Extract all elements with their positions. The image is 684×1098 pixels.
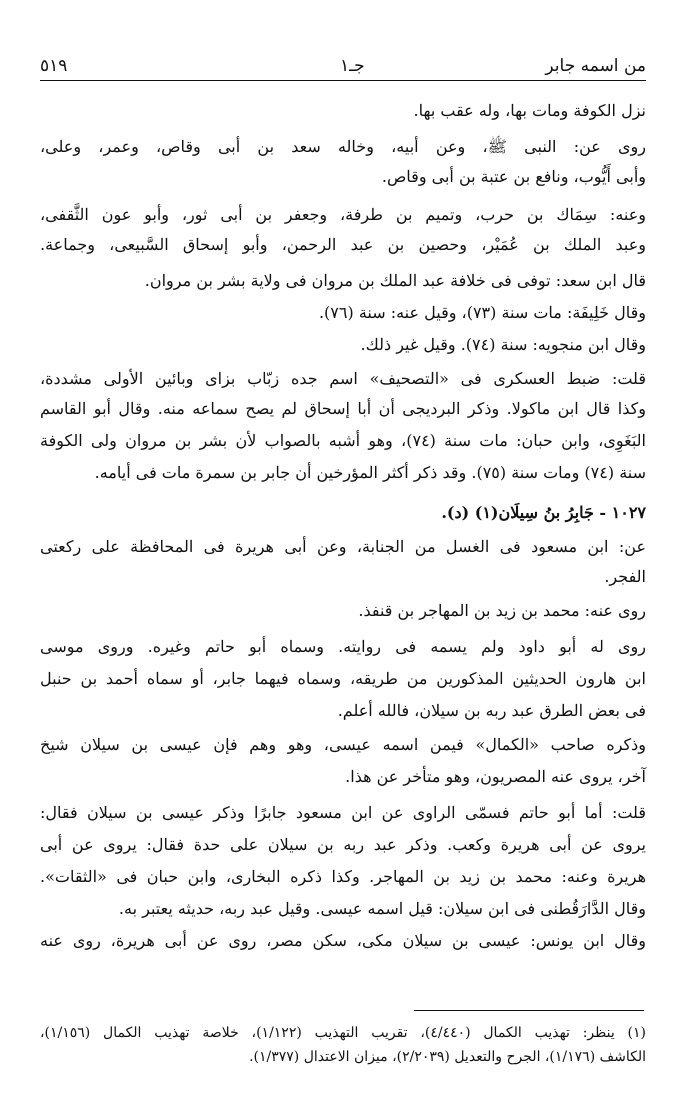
text-line: وكذا قال ابن ماكولا. وذكر البرديجى أن أبا إسحاق لم يصح سماعه منه. وقال أبو القاسم [40,399,646,418]
text-line: وقال ابن يونس: عيسى بن سيلان مكى، سكن مصر، روى عن أبى هريرة، روى عنه [40,931,646,950]
text-line: قلت: أما أبو حاتم فسمّى الراوى عن ابن مسعود جابرًا وذكر عيسى بن سيلان فقال: [40,803,646,822]
footnote-line: (١) ينظر: تهذيب الكمال (٤/٤٤٠)، تقريب التهذيب (١/١٢٢)، خلاصة تهذيب الكمال (١/١٥٦)، [40,1025,647,1041]
text-line: روى عنه: محمد بن زيد بن المهاجر بن قنفذ. [358,601,646,620]
text-line: نزل الكوفة ومات بها، وله عقب بها. [413,101,646,120]
text-line: وقال الدَّارَقُطنى فى ابن سيلان: قيل اسمه عيسى. وقيل عبد ربه، حديثه يعتبر به. [118,899,646,918]
text-line: فى بعض الطرق عبد ربه بن سيلان، فالله أعلم. [337,701,646,720]
text-line: وعنه: سِمَاك بن حرب، وتميم بن طرفة، وجعفر بن أبى ثور، وأبو عون الثَّقفى، [40,205,646,224]
text-line: هريرة وعنه: محمد بن زيد بن المهاجر. وكذا ذكره البخارى، وابن حبان فى «الثقات». [40,867,647,886]
text-line: وأبى أَيُّوب، ونافع بن عتبة بن أبى وقاص. [381,167,646,186]
text-line: قال ابن سعد: توفى فى خلافة عبد الملك بن مروان فى ولاية بشر بن مروان. [144,271,646,290]
text-line: البَغَوِى، وابن حبان: مات سنة (٧٤)، وهو أشبه بالصواب لأن بشر بن مروان ولى الكوفة [40,431,646,450]
text-line: الفجر. [604,567,646,586]
text-line: ابن هارون الحديثين المذكورين من طريقه، وسماه فيهما جابر، أو سماه أحمد بن حنبل [40,669,646,688]
header-volume: جـ١ [340,56,365,76]
footnote-divider [414,1010,644,1011]
text-line: آخر، يروى عنه المصريون، وهو متأخر عن هذا. [345,767,646,786]
text-line: روى له أبو داود ولم يسمه فى روايته. وسماه أبو حاتم وغيره. وروى موسى [40,637,646,656]
header-title: من اسمه جابر [545,56,646,76]
text-line: وقال ابن منجويه: سنة (٧٤). وقيل غير ذلك. [360,335,646,354]
page-number: ٥١٩ [40,56,68,76]
running-header [40,52,646,81]
text-line: يروى عن أبى هريرة وكعب. وذكر عبد ربه بن سيلان على حدة فقال: يروى عن أبى [40,835,646,854]
text-line: روى عن: النبى ﷺ، وعن أبيه، وخاله سعد بن أبى وقاص، وعمر، وعلى، [40,137,646,156]
text-line: وذكره صاحب «الكمال» فيمن اسمه عيسى، وهو وهم فإن عيسى بن سيلان شيخ [40,735,646,754]
text-line: وقال خَلِيفَة: مات سنة (٧٣)، وقيل عنه: سنة (٧٦). [318,303,646,322]
text-line: عن: ابن مسعود فى الغسل من الجنابة، وعن أبى هريرة فى المحافظة على ركعتى [40,537,646,556]
text-line: وعبد الملك بن عُمَيْر، وحصين بن عبد الرحمن، وأبو إسحاق السَّبيعى، وجماعة. [40,235,646,254]
text-line: سنة (٧٤) ومات سنة (٧٥). وقد ذكر أكثر المؤرخين أن جابر بن سمرة مات فى أيامه. [94,463,646,482]
footnote-line: الكاشف (١/١٧٦)، الجرح والتعديل (٢/٢٠٣٩)، ميزان الاعتدال (١/٣٧٧). [249,1049,646,1065]
entry-heading: ١٠٢٧ - جَابِرُ بنُ سِيلَان(١) (د). [441,503,646,522]
text-line: قلت: ضبط العسكرى فى «التصحيف» اسم جده زبّاب بزاى وبائين الأولى مشددة، [40,369,646,388]
